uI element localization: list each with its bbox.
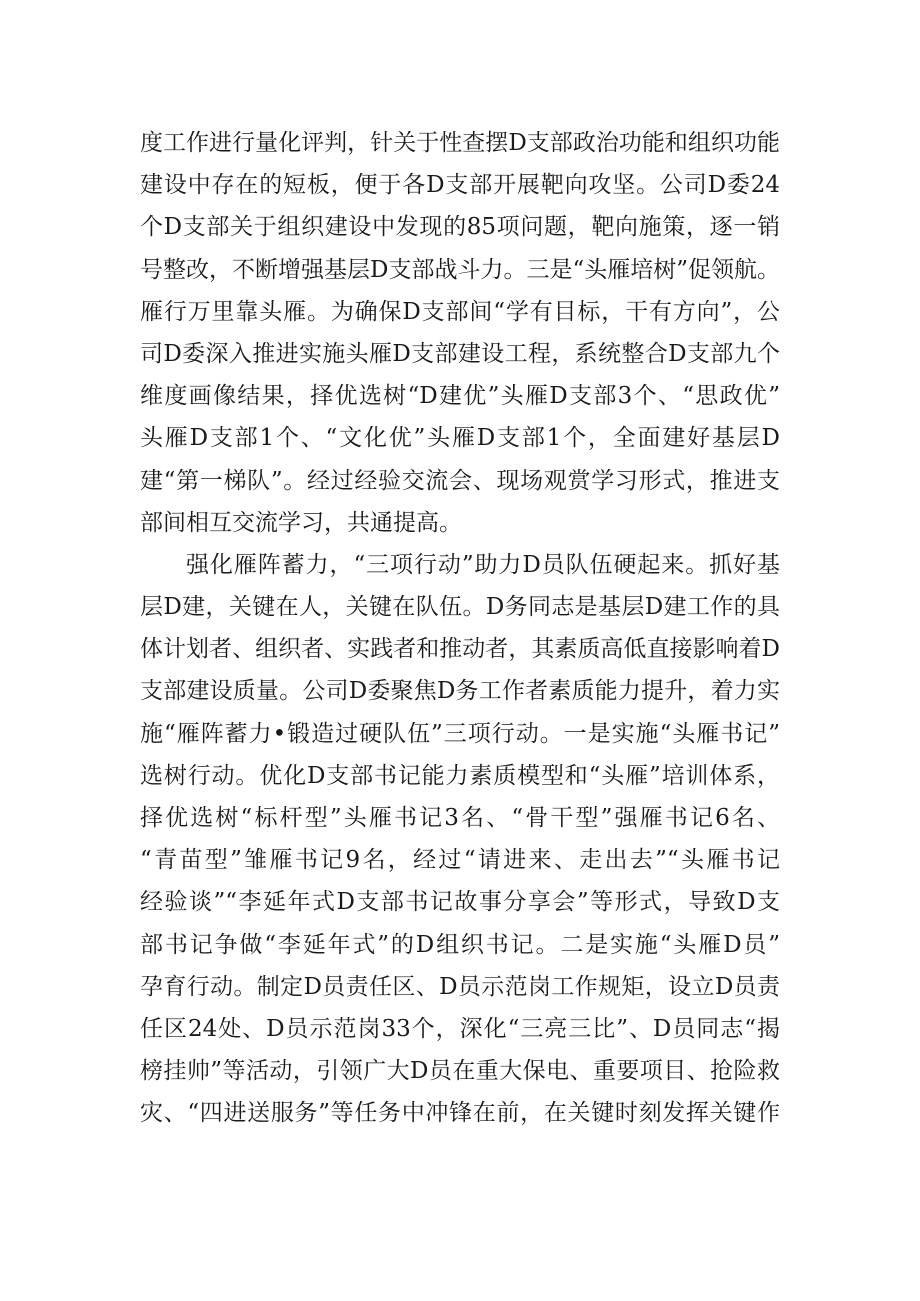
- text-line: 建设中存在的短板，便于各D支部开展靶向攻坚。公司D委24: [140, 172, 780, 199]
- text-line: 经验谈”“李延年式D支部书记故事分享会”等形式，导致D支: [140, 889, 780, 916]
- text-line: 榜挂帅”等活动，引领广大D员在重大保电、重要项目、抢险救: [140, 1058, 780, 1085]
- text-line: 度工作进行量化评判，针关于性查摆D支部政治功能和组织功能: [140, 130, 780, 156]
- text-line: “青苗型”雏雁书记9名，经过“请进来、走出去”“头雁书记: [140, 847, 780, 874]
- text-line: 号整改，不断增强基层D支部战斗力。三是“头雁培树”促领航。: [140, 256, 780, 283]
- text-line: 维度画像结果，择优选树“D建优”头雁D支部3个、“思政优”: [140, 383, 780, 410]
- text-line: 支部建设质量。公司D委聚焦D务工作者素质能力提升，着力实: [140, 678, 780, 705]
- text-line: 个D支部关于组织建设中发现的85项问题，靶向施策，逐一销: [140, 214, 780, 241]
- text-line: 部书记争做“李延年式”的D组织书记。二是实施“头雁D员”: [140, 931, 780, 958]
- paragraph-2: [140, 544, 780, 1135]
- text-line: 灾、“四进送服务”等任务中冲锋在前，在关键时刻发挥关键作: [140, 1100, 780, 1127]
- text-line: 任区24处、D员示范岗33个，深化“三亮三比”、D员同志“揭: [140, 1015, 780, 1042]
- text-line: 强化雁阵蓄力，“三项行动”助力D员队伍硬起来。抓好基: [186, 551, 780, 578]
- text-line: 雁行万里靠头雁。为确保D支部间“学有目标，干有方向”，公: [140, 298, 780, 325]
- paragraph-1: [140, 122, 780, 544]
- text-line: 施“雁阵蓄力•锻造过硬队伍”三项行动。一是实施“头雁书记”: [140, 720, 780, 747]
- text-line: 选树行动。优化D支部书记能力素质模型和“头雁”培训体系，: [140, 762, 780, 789]
- text-line: 建“第一梯队”。经过经验交流会、现场观赏学习形式，推进支: [140, 467, 780, 494]
- text-line: 择优选树“标杆型”头雁书记3名、“骨干型”强雁书记6名、: [140, 805, 780, 831]
- text-line: 孕育行动。制定D员责任区、D员示范岗工作规矩，设立D员责: [140, 973, 780, 1000]
- text-line: 司D委深入推进实施头雁D支部建设工程，系统整合D支部九个: [140, 340, 780, 367]
- text-line: 层D建，关键在人，关键在队伍。D务同志是基层D建工作的具: [140, 594, 780, 621]
- text-line: 头雁D支部1个、“文化优”头雁D支部1个，全面建好基层D: [140, 425, 780, 452]
- text-line: 体计划者、组织者、实践者和推动者，其素质高低直接影响着D: [140, 636, 780, 663]
- text-line: 部间相互交流学习，共通提高。: [140, 509, 462, 536]
- document-body: [140, 122, 780, 1135]
